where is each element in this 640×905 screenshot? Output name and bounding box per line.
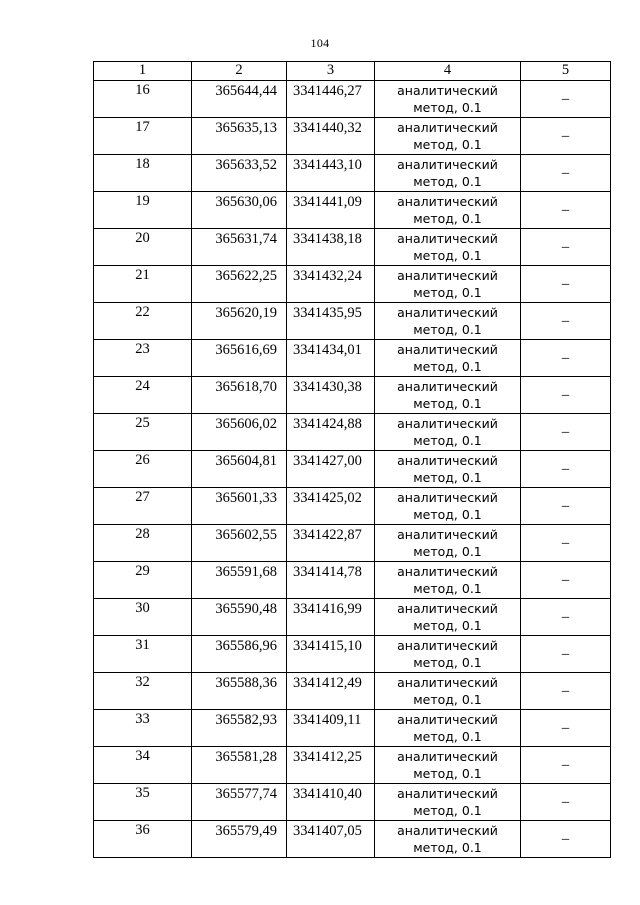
coordinate-y: 3341422,87 <box>287 525 375 562</box>
coordinate-x: 365577,74 <box>192 784 287 821</box>
method-accuracy <box>375 488 521 525</box>
table-row <box>94 784 611 821</box>
coordinate-x: 365601,33 <box>192 488 287 525</box>
table-row <box>94 488 611 525</box>
point-number: 26 <box>94 451 192 488</box>
point-number: 30 <box>94 599 192 636</box>
method-label: аналитический <box>397 342 498 357</box>
point-number: 28 <box>94 525 192 562</box>
method-accuracy <box>375 377 521 414</box>
column-header-3: 3 <box>287 62 375 81</box>
point-number: 18 <box>94 155 192 192</box>
coordinate-y: 3341434,01 <box>287 340 375 377</box>
point-number: 24 <box>94 377 192 414</box>
method-accuracy <box>375 673 521 710</box>
coordinate-x: 365631,74 <box>192 229 287 266</box>
table-row <box>94 414 611 451</box>
coordinate-x: 365630,06 <box>192 192 287 229</box>
method-accuracy <box>375 821 521 858</box>
point-number: 16 <box>94 81 192 118</box>
method-label: аналитический <box>397 379 498 394</box>
method-label: аналитический <box>397 675 498 690</box>
coordinate-x: 365633,52 <box>192 155 287 192</box>
method-label: аналитический <box>397 416 498 431</box>
coordinate-x: 365635,13 <box>192 118 287 155</box>
method-accuracy-value: метод, 0.1 <box>413 581 482 596</box>
point-number: 33 <box>94 710 192 747</box>
method-accuracy-value: метод, 0.1 <box>413 359 482 374</box>
method-label: аналитический <box>397 638 498 653</box>
coordinate-x: 365588,36 <box>192 673 287 710</box>
table-row <box>94 673 611 710</box>
method-accuracy-value: метод, 0.1 <box>413 803 482 818</box>
method-accuracy <box>375 118 521 155</box>
table-row <box>94 340 611 377</box>
column-5-value: – <box>521 562 611 599</box>
method-accuracy-value: метод, 0.1 <box>413 618 482 633</box>
point-number: 27 <box>94 488 192 525</box>
column-5-value: – <box>521 229 611 266</box>
table-row <box>94 451 611 488</box>
method-label: аналитический <box>397 120 498 135</box>
method-label: аналитический <box>397 157 498 172</box>
method-accuracy-value: метод, 0.1 <box>413 248 482 263</box>
coordinate-x: 365644,44 <box>192 81 287 118</box>
point-number: 23 <box>94 340 192 377</box>
table-row <box>94 118 611 155</box>
page-number: 104 <box>310 36 330 50</box>
column-5-value: – <box>521 525 611 562</box>
method-accuracy <box>375 414 521 451</box>
coordinate-y: 3341424,88 <box>287 414 375 451</box>
column-5-value: – <box>521 747 611 784</box>
coordinate-x: 365606,02 <box>192 414 287 451</box>
coordinate-y: 3341440,32 <box>287 118 375 155</box>
column-5-value: – <box>521 636 611 673</box>
coordinate-y: 3341412,25 <box>287 747 375 784</box>
column-5-value: – <box>521 488 611 525</box>
point-number: 29 <box>94 562 192 599</box>
point-number: 25 <box>94 414 192 451</box>
coordinate-y: 3341435,95 <box>287 303 375 340</box>
coordinate-y: 3341430,38 <box>287 377 375 414</box>
column-header-4: 4 <box>375 62 521 81</box>
column-5-value: – <box>521 81 611 118</box>
coordinate-x: 365591,68 <box>192 562 287 599</box>
table-row <box>94 377 611 414</box>
coordinate-x: 365581,28 <box>192 747 287 784</box>
method-accuracy-value: метод, 0.1 <box>413 470 482 485</box>
method-accuracy <box>375 340 521 377</box>
column-5-value: – <box>521 303 611 340</box>
method-accuracy-value: метод, 0.1 <box>413 433 482 448</box>
column-header-2: 2 <box>192 62 287 81</box>
method-accuracy <box>375 229 521 266</box>
method-label: аналитический <box>397 823 498 838</box>
point-number: 22 <box>94 303 192 340</box>
method-accuracy-value: метод, 0.1 <box>413 840 482 855</box>
coordinate-y: 3341407,05 <box>287 821 375 858</box>
column-5-value: – <box>521 599 611 636</box>
method-label: аналитический <box>397 453 498 468</box>
point-number: 35 <box>94 784 192 821</box>
method-label: аналитический <box>397 749 498 764</box>
method-label: аналитический <box>397 490 498 505</box>
method-accuracy-value: метод, 0.1 <box>413 285 482 300</box>
column-header-5: 5 <box>521 62 611 81</box>
method-accuracy-value: метод, 0.1 <box>413 507 482 522</box>
coordinate-x: 365616,69 <box>192 340 287 377</box>
table-header <box>94 62 611 81</box>
column-5-value: – <box>521 414 611 451</box>
method-accuracy-value: метод, 0.1 <box>413 396 482 411</box>
method-accuracy-value: метод, 0.1 <box>413 655 482 670</box>
column-5-value: – <box>521 784 611 821</box>
table-row <box>94 747 611 784</box>
method-label: аналитический <box>397 786 498 801</box>
point-number: 20 <box>94 229 192 266</box>
method-label: аналитический <box>397 601 498 616</box>
coordinate-x: 365582,93 <box>192 710 287 747</box>
method-accuracy <box>375 451 521 488</box>
point-number: 17 <box>94 118 192 155</box>
table-row <box>94 266 611 303</box>
column-5-value: – <box>521 340 611 377</box>
column-5-value: – <box>521 710 611 747</box>
point-number: 34 <box>94 747 192 784</box>
point-number: 32 <box>94 673 192 710</box>
coordinate-y: 3341438,18 <box>287 229 375 266</box>
column-5-value: – <box>521 192 611 229</box>
coordinate-y: 3341446,27 <box>287 81 375 118</box>
method-label: аналитический <box>397 194 498 209</box>
method-label: аналитический <box>397 564 498 579</box>
column-header-1: 1 <box>94 62 192 81</box>
header-row <box>94 62 611 81</box>
table-row <box>94 229 611 266</box>
column-5-value: – <box>521 155 611 192</box>
column-5-value: – <box>521 377 611 414</box>
method-label: аналитический <box>397 231 498 246</box>
method-accuracy <box>375 81 521 118</box>
method-accuracy-value: метод, 0.1 <box>413 174 482 189</box>
table-row <box>94 562 611 599</box>
method-accuracy-value: метод, 0.1 <box>413 729 482 744</box>
point-number: 36 <box>94 821 192 858</box>
table-row <box>94 81 611 118</box>
method-accuracy <box>375 562 521 599</box>
column-5-value: – <box>521 673 611 710</box>
table-row <box>94 525 611 562</box>
method-accuracy <box>375 784 521 821</box>
column-5-value: – <box>521 451 611 488</box>
point-number: 31 <box>94 636 192 673</box>
table-row <box>94 599 611 636</box>
point-number: 19 <box>94 192 192 229</box>
table-row <box>94 303 611 340</box>
table-row <box>94 636 611 673</box>
method-accuracy-value: метод, 0.1 <box>413 692 482 707</box>
point-number: 21 <box>94 266 192 303</box>
coordinate-x: 365604,81 <box>192 451 287 488</box>
table-row <box>94 155 611 192</box>
table-body <box>94 81 611 858</box>
method-accuracy <box>375 599 521 636</box>
table-row <box>94 710 611 747</box>
column-5-value: – <box>521 118 611 155</box>
column-5-value: – <box>521 266 611 303</box>
coordinate-y: 3341427,00 <box>287 451 375 488</box>
coordinate-x: 365586,96 <box>192 636 287 673</box>
coordinate-y: 3341415,10 <box>287 636 375 673</box>
coordinate-y: 3341409,11 <box>287 710 375 747</box>
coordinate-y: 3341443,10 <box>287 155 375 192</box>
method-accuracy <box>375 155 521 192</box>
method-accuracy-value: метод, 0.1 <box>413 322 482 337</box>
table-row <box>94 192 611 229</box>
method-accuracy-value: метод, 0.1 <box>413 211 482 226</box>
method-label: аналитический <box>397 305 498 320</box>
coordinate-x: 365620,19 <box>192 303 287 340</box>
coordinate-x: 365622,25 <box>192 266 287 303</box>
method-accuracy <box>375 192 521 229</box>
method-accuracy <box>375 266 521 303</box>
method-label: аналитический <box>397 712 498 727</box>
coordinate-y: 3341410,40 <box>287 784 375 821</box>
coordinate-y: 3341425,02 <box>287 488 375 525</box>
coordinate-y: 3341432,24 <box>287 266 375 303</box>
coordinate-x: 365590,48 <box>192 599 287 636</box>
coordinate-x: 365602,55 <box>192 525 287 562</box>
method-accuracy <box>375 710 521 747</box>
method-accuracy-value: метод, 0.1 <box>413 100 482 115</box>
method-accuracy-value: метод, 0.1 <box>413 137 482 152</box>
method-label: аналитический <box>397 83 498 98</box>
method-accuracy-value: метод, 0.1 <box>413 544 482 559</box>
coordinate-x: 365618,70 <box>192 377 287 414</box>
method-accuracy <box>375 636 521 673</box>
coordinate-y: 3341441,09 <box>287 192 375 229</box>
column-5-value: – <box>521 821 611 858</box>
coordinate-x: 365579,49 <box>192 821 287 858</box>
method-accuracy <box>375 303 521 340</box>
method-label: аналитический <box>397 527 498 542</box>
coordinate-y: 3341414,78 <box>287 562 375 599</box>
method-accuracy-value: метод, 0.1 <box>413 766 482 781</box>
method-label: аналитический <box>397 268 498 283</box>
table-row <box>94 821 611 858</box>
method-accuracy <box>375 525 521 562</box>
method-accuracy <box>375 747 521 784</box>
coordinate-y: 3341412,49 <box>287 673 375 710</box>
coordinates-table <box>93 61 611 858</box>
coordinate-y: 3341416,99 <box>287 599 375 636</box>
